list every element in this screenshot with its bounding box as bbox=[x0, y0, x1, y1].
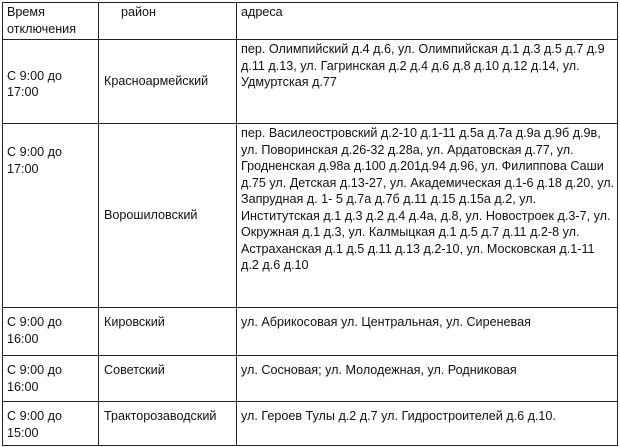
district-cell: Тракторозаводский bbox=[99, 402, 237, 446]
table-body bbox=[3, 40, 618, 446]
header-time bbox=[3, 3, 99, 40]
time-cell bbox=[3, 308, 99, 356]
table-row bbox=[3, 124, 618, 308]
district-cell: Советский bbox=[99, 356, 237, 402]
time-text: С 9:00 до 16:00 bbox=[7, 363, 62, 394]
district-cell: Кировский bbox=[99, 308, 237, 356]
table-header bbox=[3, 3, 618, 40]
table-row bbox=[3, 40, 618, 124]
address-cell: пер. Олимпийский д.4 д.6, ул. Олимпийская д.1 д.3 д.5 д.7 д.9 д.11 д.13, ул. Гагринская д.2 д.4 д.6 д.8 д.10 д.12 д.14, ул. Удмуртская д.77 bbox=[237, 40, 618, 124]
table-row bbox=[3, 308, 618, 356]
time-cell bbox=[3, 40, 99, 124]
header-district: район bbox=[99, 3, 237, 40]
time-cell bbox=[3, 356, 99, 402]
district-cell: Ворошиловский bbox=[99, 124, 237, 308]
address-cell: ул. Героев Тулы д.2 д.7 ул. Гидростроителей д.6 д.10. bbox=[237, 402, 618, 446]
time-text: С 9:00 до 17:00 bbox=[7, 68, 62, 99]
time-cell bbox=[3, 124, 99, 308]
time-text: С 9:00 до 16:00 bbox=[7, 315, 62, 346]
table-row bbox=[3, 356, 618, 402]
time-text: С 9:00 до 17:00 bbox=[7, 145, 62, 176]
header-row bbox=[3, 3, 618, 40]
table-row bbox=[3, 402, 618, 446]
time-cell bbox=[3, 402, 99, 446]
time-text: С 9:00 до 15:00 bbox=[7, 409, 62, 440]
address-cell: пер. Василеостровский д.2-10 д.1-11 д.5а д.7а д.9а д.9б д.9в, ул. Поворинская д.26-32 д.28а, ул. Ардатовская д.77, ул. Гродненская д.98а д.100 д.201д.94 д.96, ул. Филиппова Саши д.75 ул. Детская д.13-27, ул. Академическая д.1-6 д.18 д.20, ул. Запрудная д. 1- 5 д.7а д.7б д.11 д.15 д.15а д.2, ул. Институтская д.1 д.3 д.2 д.4 д.4а, д.8, ул. Новостроек д.3-7, ул. Окружная д.1 д.3, ул. Калмыцкая д.1 д.5 д.7 д.11 д.2-8 ул. Астраханская д.1 д.5 д.11 д.13 д.2-10, ул. Московская д.1-11 д.2 д.6 д.10 bbox=[237, 124, 618, 308]
address-cell: ул. Сосновая; ул. Молодежная, ул. Родниковая bbox=[237, 356, 618, 402]
district-cell: Красноармейский bbox=[99, 40, 237, 124]
address-cell: ул. Абрикосовая ул. Центральная, ул. Сиреневая bbox=[237, 308, 618, 356]
header-time-label: Время отключения bbox=[7, 5, 77, 36]
header-address: адреса bbox=[237, 3, 618, 40]
outage-schedule-table bbox=[2, 2, 618, 446]
